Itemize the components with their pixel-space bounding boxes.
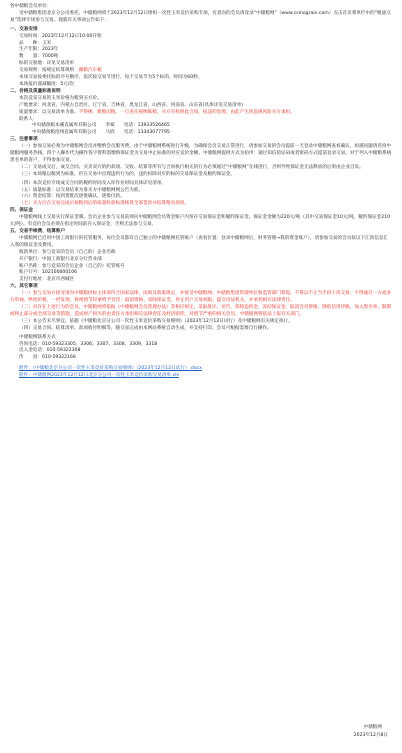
signature: 中储粮网	[363, 725, 382, 730]
note-paragraph: （二）交易成交后，成交合同、买卖双方的约款项、交收、结算等所有与合同执行相关的行为必须通过“中储粮网”在线进行，否则导致保证金无法释放的后果由企业自负。	[19, 164, 364, 170]
note-paragraph: （六）资金结算：按到货批次逐批确认，逐批付款。	[19, 194, 125, 200]
note-paragraph-red: （七）买方应在交易完成后按粮到后的质量检验标准核算全部货款并结算粮食款项。	[19, 201, 189, 207]
payee-line: 收款单位：参与竞采的会员（自己的）企业名称	[19, 249, 116, 255]
intro-paragraph: 受中储粮集团北京分公司委托，中储粮网将于2023年12月12日组织一次性玉米竞价采购专场，有意向的会员请登录“中储粮网”（www.csinograin.com）点击首页菜单栏中的“粮油交易”选择专场参与交易。现就有关事项公告如下：	[10, 10, 391, 23]
price-decrement: 本场报价递减幅度：5元/次	[19, 81, 75, 87]
section-heading-6: 六、其它事项	[10, 284, 38, 290]
quality-warning: 不得掺、新粮旧粮、一旦查实视掺陈粮、买方有权将此合同，按违约处理。由此产生的违规风险买方承担。	[78, 109, 295, 115]
section-heading-4: 四、保证金	[10, 208, 33, 214]
deposit-paragraph: 中储粮网线上交易实行保证金制。会员企业参与交易前须向中储粮网会员资金账户内预存交易保证金和履约保证金。保证金金额为220元/吨（其中交易保证金10元/吨，履约保证金210元/吨）。有竞价会员必须在指定时间前存入保证金，否则无法参与交易。	[10, 215, 391, 228]
contact-phone: 出入金电话：010-59323308	[19, 348, 81, 354]
other-paragraph-red: （一）参与交易方接受请向中储粮招标主体须符合国家法律、法规及政策规定，并接受中储粮网、中储粮集团管理单位和监管部门督促，不得以不正当手段干扰交易，不得通过一方或多方串通、哄抬价格，一经发现，将视情节轻重给予处罚：取消资格、扣除保证金、停止用户交易权限、提交司法机关，并承担相应法律责任。	[10, 291, 392, 304]
quality-requirement-text: 质量要求：以交易清单为准。	[19, 109, 79, 115]
trade-rule-value: 按规定结算规则	[41, 68, 75, 74]
section-heading-2: 二、价格及质量标准说明	[10, 88, 61, 94]
greeting: 各中储粮会员单位：	[10, 4, 52, 9]
attachment-link-rules[interactable]: 附件：《中储粮北京分公司一次性玉米竞价采购交易细则》（2023年12月12日试行）.docx	[19, 366, 202, 372]
trade-rule-detail: 本场交易按委托标的序号顺序，依次按交易节进行，每个交易节为5个标的，时间为60秒。	[19, 75, 203, 81]
contact-title: 中储粮网联系方式	[19, 334, 56, 340]
notice-date: 2023年12月8日	[353, 733, 388, 738]
note-paragraph: （五）质量标准：以交易结束为准买方中储粮网网公告为准。	[19, 187, 144, 193]
note-paragraph: （三）本场粮以粮到为标准，但在交易中出现违约行为的，违约扣除对应的标的交易保证金及履约保证金。	[19, 171, 235, 177]
other-paragraph: （三）本公告未尽事宜，依据《中储粮北京分公司一次性玉米竞价采购交易细则》（2023年12月12日试行）及中储粮网有关规定执行。	[19, 318, 293, 324]
contact-fax: 传 真：010-59322166	[19, 355, 76, 361]
section-heading-1: 一、交易安排	[10, 26, 38, 32]
trade-quantity: 数 量：7000吨	[19, 54, 59, 60]
contact-line: 中央储备粮本溪直属库有限公司 李斌 电话：13933526465	[32, 123, 170, 129]
trade-variety: 品 种：玉米	[19, 40, 52, 46]
note-paragraph: （四）本次竞价专场成交合同的履约时间及入库作业时间具体详见清单。	[19, 180, 167, 186]
trade-year: 生产年限：2023年	[19, 47, 59, 53]
bank-line: 账户名称：参与竞采的会员企业（自己的）托管账号	[19, 263, 125, 269]
price-note: 本次竞采交易的玉米价格为粮到买方价。	[19, 95, 102, 101]
other-paragraph: （四）交易合同、结算清单、款项收付明细等，随交易完成由本网站系统自动生成，并支持打印，会员可根据需要自行操作。	[19, 325, 272, 331]
section-heading-5: 五、交易手续费、结算账户	[10, 229, 66, 234]
note-paragraph: （一）参加交易必须为中储粮网会员并缴纳会员服务费，由于中储粮网系统进行升级，为确保会员交易正常进行，请参加交易的会员提前一天登录中储粮网查看确认，如遇问题请咨询中储粮网服务热线。四个人操作代为操作签字资料需缴纳保证金为交易中止标准的对应竞价金额。中储粮网提供方式为拍申：通过知信验证码或者密码方式提前登录交易。对于列入中储粮系统黑名单的客户，不得参加交易。	[10, 144, 392, 163]
contact-phone: 咨询电话：010-59323305、3306、3307、3308、3309、3318	[19, 341, 158, 347]
trade-rule-label: 交易规则：	[19, 68, 42, 74]
quality-requirement	[10, 110, 392, 117]
trade-rule-red: 赖粮汽车板	[78, 68, 102, 74]
trade-time: 交易时间：2023年12月12日10:00开始	[19, 33, 102, 39]
attachment-link-list[interactable]: 附件：中储粮网2023年12月12日北京分公司一次性玉米竞价采购交易清单.xls	[19, 373, 179, 379]
bank-line: 开户银行：中国工商银行北京分行营业部	[19, 256, 102, 262]
other-paragraph-red: （二）对存在上述行为的会员，中储粮网将依据《中储粮网会员管理办法》等相应规定，采取批评、劝告、扣除违约金、冻结保证金、取消会员资格、降低信用评级、加入黑名单、限制或终止部分或全部交易等措施，造成财产损失的由责任方承担相应法律责任及经济赔偿。对情节严重的相关会员，中储粮网将依法上报有关部门。	[10, 304, 392, 317]
bank-line: 支付行地址：北京市西城区	[19, 277, 75, 283]
contact-line: 中央储备粮沧州直属库有限公司 马欣 电话：13343077795	[32, 130, 170, 136]
origin-requirement: 产地要求：河北省、内蒙古自治区、辽宁省、吉林省、黑龙江省、山西省、河南省、山东省(具体详见交易清单)	[19, 102, 244, 108]
trade-location: 标的交收地：详见交易清单	[19, 61, 75, 67]
account-paragraph: 中储粮网已启用中国工商银行的托管服务，每位会员都有自己独立的中储粮网托管账户（查看位置：登录中储粮网后，财务管理→我的资金账户），请参加交易的会员按以下汇款信息汇入我的保证金及费用。	[10, 235, 389, 248]
bank-line: 账户行号：102100000106	[19, 270, 78, 276]
contact-label: 联系人：	[19, 116, 38, 122]
section-heading-3: 三、注意事项	[10, 137, 38, 143]
